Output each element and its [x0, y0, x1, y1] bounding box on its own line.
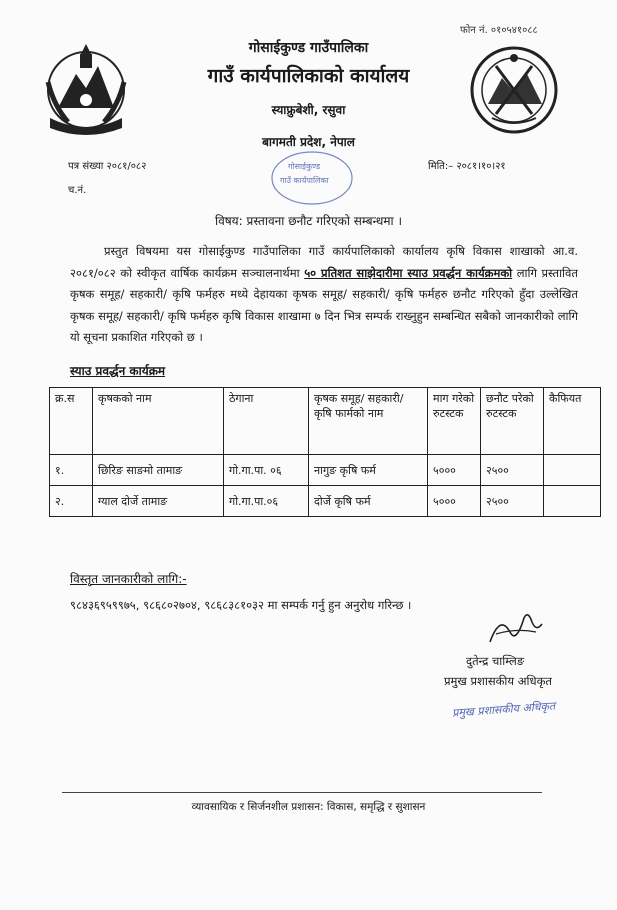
cell-remarks	[544, 455, 601, 486]
cell-farmer-name: ग्याल दोर्जे तामाङ	[93, 486, 224, 517]
cell-address: गो.गा.पा. ०६	[224, 455, 309, 486]
body-part-1: प्रस्तुत विषयमा यस गोसाईकुण्ड गाउँपालिका गाउँ कार्यपालिकाको कार्यालय कृषि विकास शाखाको आ.व. २०८१/०८२ को स्वीकृत वार्षिक कार्यक्रम सञ्चालनार्थमा	[70, 244, 578, 280]
letter-date: मिति:– २०८१।१०।२१	[428, 161, 506, 172]
cell-group-name: नागुङ कृषि फर्म	[309, 455, 428, 486]
letter-body	[70, 241, 578, 349]
signer-name: दुतेन्द्र चाम्लिङ	[466, 654, 525, 668]
reference-number: पत्र संख्या २०८१/०८२	[68, 161, 147, 172]
farmer-selection-table	[49, 387, 601, 517]
cell-requested: ५०००	[428, 486, 481, 517]
cell-serial: १.	[50, 455, 93, 486]
signer-stamp: प्रमुख प्रशासकीय अधिकृत	[451, 699, 556, 720]
cell-farmer-name: छिरिङ साङमो तामाङ	[93, 455, 224, 486]
signature-icon	[484, 612, 544, 652]
signer-title: प्रमुख प्रशासकीय अधिकृत	[444, 674, 552, 688]
more-info-label: विस्तृत जानकारीको लागि:-	[70, 572, 187, 586]
col-farmer-name: कृषकको नाम	[93, 388, 224, 455]
cell-selected: २५००	[481, 455, 544, 486]
cell-remarks	[544, 486, 601, 517]
phone-number: फोन नं. ०१०५४१०८८	[460, 25, 538, 36]
col-address: ठेगाना	[224, 388, 309, 455]
contact-line: ९८४३६९५९९७५, ९८६८०२७०४, ९८६८३८१०३२ मा सम्पर्क गर्नु हुन अनुरोध गरिन्छ ।	[70, 598, 412, 612]
body-part-2: लागि प्रस्तावित कृषक समूह/ सहकारी/ कृषि फर्महरु मध्ये देहायका कृषक समूह/ सहकारी/ कृषि फर्महरु छनौट गरिएको हुँदा उल्लेखित कृषक समूह/ सहकारी/ कृषि फर्महरु कृषि विकास शाखामा ७ दिन भित्र सम्पर्क राख्नुहुन सम्बन्धित सबैको जानकारीको लागि यो सूचना प्रकाशित गरिएको छ ।	[70, 265, 578, 344]
cell-serial: २.	[50, 486, 93, 517]
office-title: गाउँ कार्यपालिकाको कार्यालय	[207, 65, 410, 87]
cell-selected: २५००	[481, 486, 544, 517]
office-stamp	[258, 145, 366, 211]
body-highlight: ५० प्रतिशत साझेदारीमा स्याउ प्रवर्द्धन कार्यक्रमको	[304, 265, 513, 280]
program-heading: स्याउ प्रवर्द्धन कार्यक्रम	[70, 364, 166, 378]
cell-group-name: दोर्जे कृषि फर्म	[309, 486, 428, 517]
table-row	[50, 455, 601, 486]
table-row	[50, 486, 601, 517]
col-group-name: कृषक समूह/ सहकारी/ कृषि फार्मको नाम	[309, 388, 428, 455]
office-name: गोसाईकुण्ड गाउँपालिका	[248, 40, 369, 56]
dispatch-number: च.नं.	[68, 185, 87, 196]
stamp-line-2: गाउँ कार्यपालिका	[280, 176, 329, 185]
col-selected: छनौट परेको रुटस्टक	[481, 388, 544, 455]
col-remarks: कैफियत	[544, 388, 601, 455]
col-serial: क्र.स	[50, 388, 93, 455]
cell-requested: ५०००	[428, 455, 481, 486]
col-requested: माग गरेको रुटस्टक	[428, 388, 481, 455]
footer-motto: व्यावसायिक र सिर्जनशील प्रशासन: विकास, समृद्धि र सुशासन	[191, 801, 426, 813]
address-line-1: स्याफ्रुबेशी, रसुवा	[271, 103, 346, 117]
address-line-2: बागमती प्रदेश, नेपाल	[262, 135, 355, 149]
stamp-line-1: गोसाईकुण्ड	[288, 162, 321, 171]
table-header-row	[50, 388, 601, 455]
cell-address: गो.गा.पा.०६	[224, 486, 309, 517]
footer-divider	[62, 792, 542, 793]
letter-subject: विषय: प्रस्तावना छनौट गरिएको सम्बन्धमा ।	[214, 214, 403, 228]
